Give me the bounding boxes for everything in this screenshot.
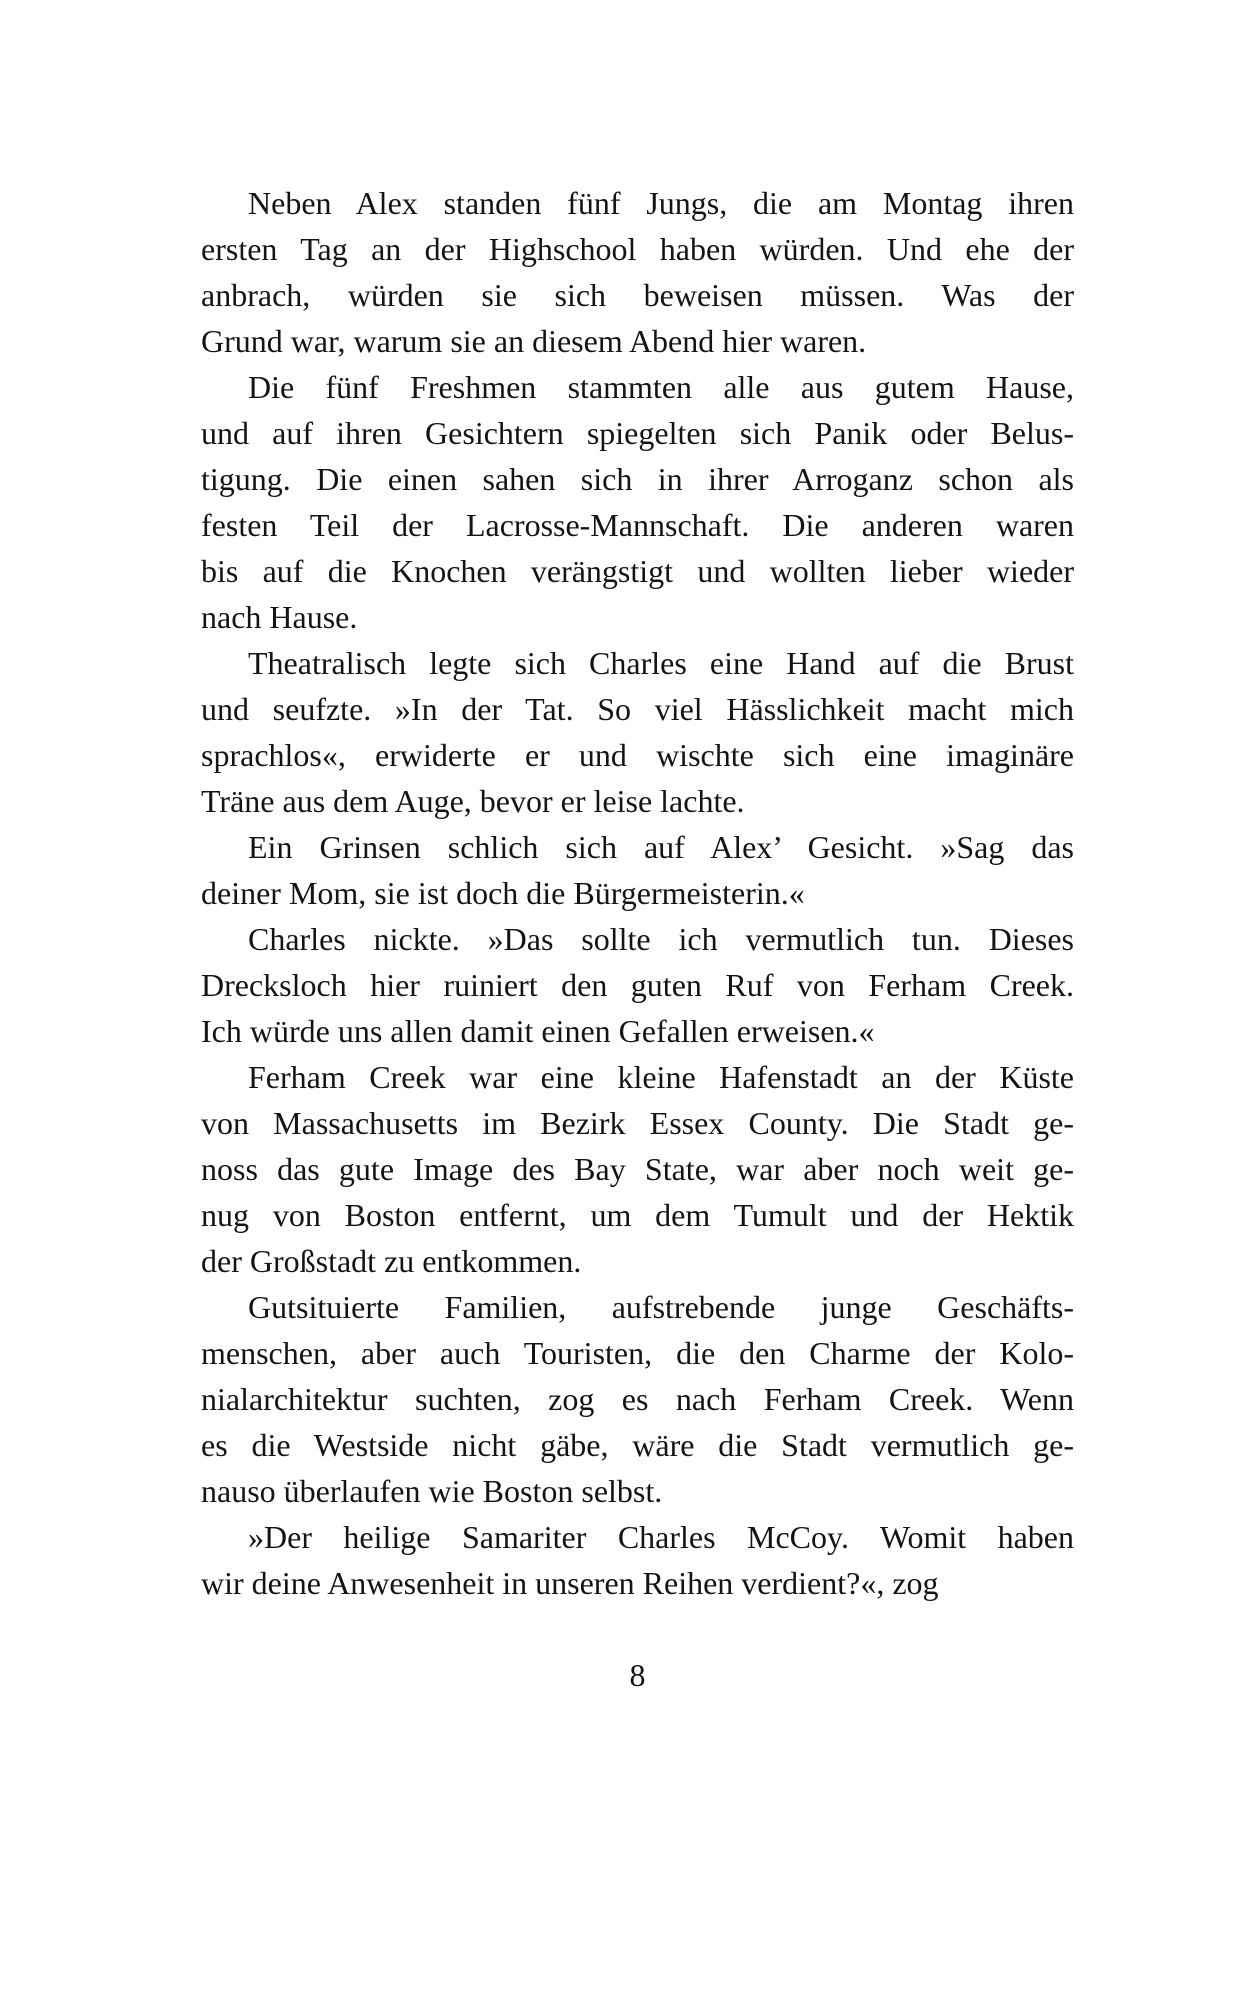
text-line: tigung. Die einen sahen sich in ihrer Arroganz schon als — [201, 461, 1074, 497]
text-line: menschen, aber auch Touristen, die den Charme der Kolo- — [201, 1335, 1074, 1371]
paragraph — [201, 916, 1074, 1054]
paragraph — [201, 180, 1074, 364]
text-line: Ich würde uns allen damit einen Gefallen erweisen.« — [201, 1013, 875, 1049]
text-line: und auf ihren Gesichtern spiegelten sich Panik oder Belus- — [201, 415, 1074, 451]
paragraph — [201, 1054, 1074, 1284]
text-line: festen Teil der Lacrosse-Mannschaft. Die anderen waren — [201, 507, 1074, 543]
text-line: der Großstadt zu entkommen. — [201, 1243, 582, 1279]
text-line: von Massachusetts im Bezirk Essex County. Die Stadt ge- — [201, 1105, 1074, 1141]
page-number: 8 — [629, 1657, 646, 1693]
text-line: Theatralisch legte sich Charles eine Hand auf die Brust — [248, 645, 1074, 681]
text-line: Drecksloch hier ruiniert den guten Ruf von Ferham Creek. — [201, 967, 1074, 1003]
text-line: nialarchitektur suchten, zog es nach Ferham Creek. Wenn — [201, 1381, 1074, 1417]
text-line: Ein Grinsen schlich sich auf Alex’ Gesicht. »Sag das — [248, 829, 1074, 865]
text-line: Charles nickte. »Das sollte ich vermutlich tun. Dieses — [248, 921, 1074, 957]
text-line: Grund war, warum sie an diesem Abend hier waren. — [201, 323, 867, 359]
text-line: nach Hause. — [201, 599, 358, 635]
paragraph — [201, 364, 1074, 640]
text-line: deiner Mom, sie ist doch die Bürgermeisterin.« — [201, 875, 805, 911]
text-line: Die fünf Freshmen stammten alle aus gutem Hause, — [248, 369, 1074, 405]
text-line: sprachlos«, erwiderte er und wischte sich eine imaginäre — [201, 737, 1074, 773]
text-line: nauso überlaufen wie Boston selbst. — [201, 1473, 663, 1509]
body-text — [201, 180, 1074, 1606]
text-line: Gutsituierte Familien, aufstrebende junge Geschäfts- — [248, 1289, 1074, 1325]
text-line: »Der heilige Samariter Charles McCoy. Womit haben — [248, 1519, 1074, 1555]
text-line: bis auf die Knochen verängstigt und wollten lieber wieder — [201, 553, 1074, 589]
text-line: Ferham Creek war eine kleine Hafenstadt an der Küste — [248, 1059, 1074, 1095]
text-line: noss das gute Image des Bay State, war aber noch weit ge- — [201, 1151, 1074, 1187]
paragraph — [201, 1514, 1074, 1606]
text-line: ersten Tag an der Highschool haben würden. Und ehe der — [201, 231, 1074, 267]
text-line: Neben Alex standen fünf Jungs, die am Montag ihren — [248, 185, 1074, 221]
text-line: und seufzte. »In der Tat. So viel Hässlichkeit macht mich — [201, 691, 1074, 727]
text-line: anbrach, würden sie sich beweisen müssen. Was der — [201, 277, 1074, 313]
text-line: nug von Boston entfernt, um dem Tumult und der Hektik — [201, 1197, 1074, 1233]
paragraph — [201, 640, 1074, 824]
text-line: es die Westside nicht gäbe, wäre die Stadt vermutlich ge- — [201, 1427, 1074, 1463]
paragraph — [201, 824, 1074, 916]
paragraph — [201, 1284, 1074, 1514]
text-line: Träne aus dem Auge, bevor er leise lachte. — [201, 783, 745, 819]
text-line: wir deine Anwesenheit in unseren Reihen verdient?«, zog — [201, 1565, 939, 1601]
